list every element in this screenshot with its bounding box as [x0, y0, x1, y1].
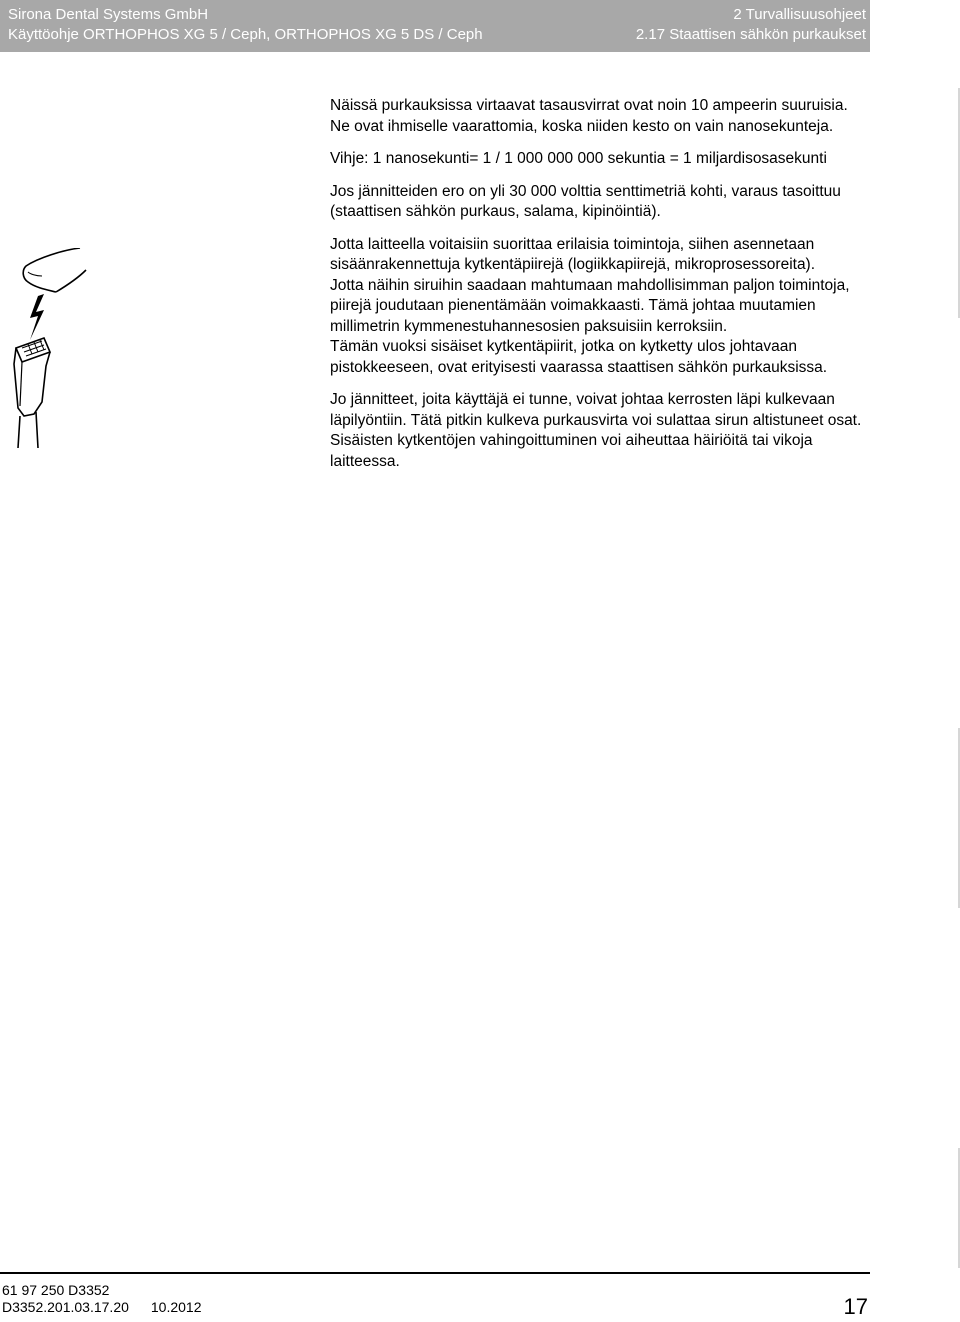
- hint-paragraph: [330, 149, 870, 170]
- page-header: [0, 0, 870, 52]
- body-text: [330, 96, 870, 484]
- footer-doc-code: D3352.201.03.17.20: [2, 1299, 129, 1315]
- footer-order-number: 61 97 250 D3352: [2, 1282, 110, 1298]
- paragraph-1: Näissä purkauksissa virtaavat tasausvirrat ovat noin 10 ampeerin suuruisia. Ne ovat ihmiselle vaarattomia, koska niiden kesto on vain nanosekunteja.: [330, 97, 848, 135]
- header-left: [8, 5, 483, 45]
- hint-text: 1 nanosekunti= 1 / 1 000 000 000 sekuntia = 1 miljardisosasekunti: [368, 150, 827, 167]
- page-number: 17: [843, 1294, 868, 1319]
- header-manual: Käyttöohje ORTHOPHOS XG 5 / Ceph, ORTHOPHOS XG 5 DS / Ceph: [8, 26, 483, 43]
- hint-label: Vihje:: [330, 150, 369, 167]
- header-chapter: 2 Turvallisuusohjeet: [733, 6, 866, 23]
- paragraph-2: Jos jännitteiden ero on yli 30 000 volttia senttimetriä kohti, varaus tasoittuu (staattisen sähkön purkaus, salama, kipinöintiä).: [330, 182, 841, 220]
- footer-doc-info: [2, 1299, 202, 1316]
- header-company: Sirona Dental Systems GmbH: [8, 6, 209, 23]
- header-section: 2.17 Staattisen sähkön purkaukset: [635, 26, 866, 43]
- paragraph-4: Jotta näihin siruihin saadaan mahtumaan mahdollisimman paljon toimintoja, piirejä joudutaan pienentämään voimakkaasti. Tämä johtaa muutamien millimetrin kymmenestuhannesosien paksuisiin kerroksiin.: [330, 276, 850, 335]
- footer-rule: [0, 1272, 870, 1274]
- header-right: [636, 5, 866, 45]
- footer-date: 10.2012: [150, 1299, 202, 1315]
- paragraph-3: Jotta laitteella voitaisiin suorittaa erilaisia toimintoja, siihen asennetaan sisäänrakennettuja kytkentäpiirejä (logiikkapiirejä, mikroprosessoreita).: [330, 235, 816, 273]
- paragraph-5: Tämän vuoksi sisäiset kytkentäpiirit, jotka on kytketty ulos johtavaan pistokkeeseen, ovat erityisesti vaarassa staattisen sähkön purkauksissa.: [330, 338, 828, 376]
- esd-finger-connector-icon: [8, 248, 88, 448]
- paragraph-6: Jo jännitteet, joita käyttäjä ei tunne, voivat johtaa kerrosten läpi kulkevaan läpilyöntiin. Tätä pitkin kulkeva purkausvirta voi sulattaa sirun altistuneet osat. Sisäisten kytkentöjen vahingoittuminen voi aiheuttaa häiriöitä tai vikoja laitteessa.: [330, 391, 862, 470]
